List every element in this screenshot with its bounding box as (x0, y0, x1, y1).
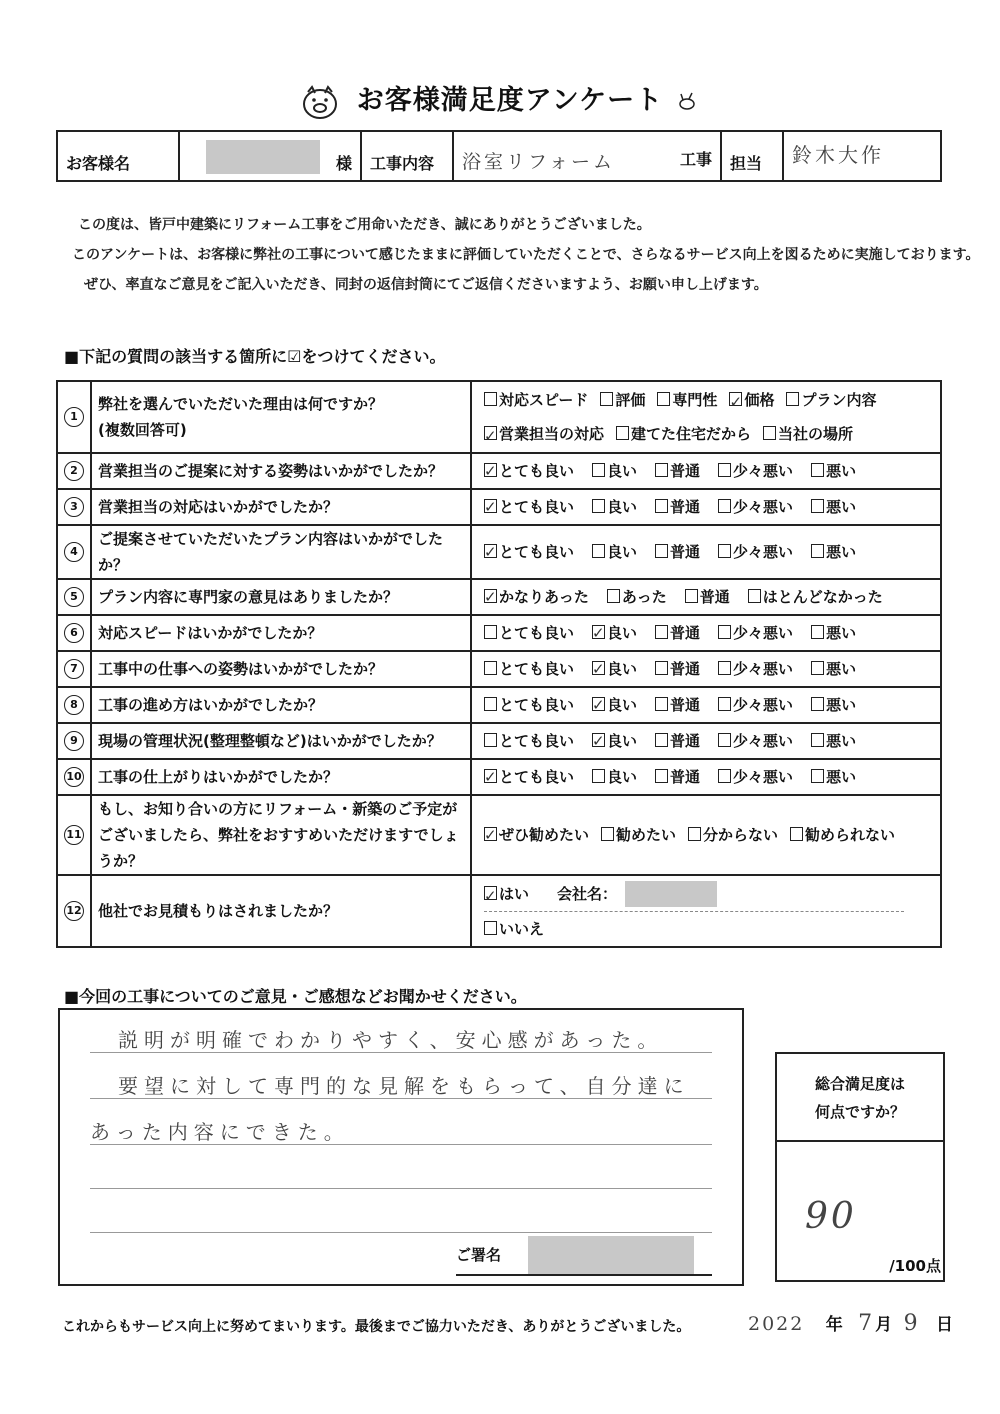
answer-label: 少々悪い (733, 660, 794, 678)
answer-option[interactable] (484, 537, 574, 567)
checkbox[interactable] (718, 769, 731, 783)
score-suffix: /100点 (889, 1257, 941, 1275)
date-month: 7 (858, 1311, 876, 1336)
score-value: 90 (805, 1196, 857, 1237)
answer-option[interactable] (655, 726, 700, 756)
answer-label: 普通 (670, 768, 701, 786)
answer-label: 少々悪い (733, 624, 794, 642)
checkbox[interactable] (811, 697, 824, 711)
answer-option[interactable] (592, 654, 637, 684)
answer-label: とても良い (499, 660, 575, 678)
question-text: 営業担当の対応はいかがでしたか？ (98, 498, 339, 516)
answer-label: とても良い (499, 768, 575, 786)
question-row (57, 687, 941, 723)
answer-option[interactable] (655, 456, 700, 486)
question-number: 11 (64, 825, 84, 845)
answer-label: 専門性 (672, 391, 718, 409)
answer-label: 普通 (670, 624, 701, 642)
answer-label: 良い (607, 462, 638, 480)
staff-label: 担当 (721, 131, 783, 181)
answer-option[interactable] (484, 912, 544, 946)
answer-option[interactable] (484, 690, 574, 720)
answer-label: 評価 (615, 391, 646, 409)
question-number: 4 (64, 542, 84, 562)
answer-option[interactable] (811, 492, 856, 522)
checkbox[interactable] (718, 463, 731, 477)
answer-option[interactable] (484, 654, 574, 684)
comment-line-2: 要望に対して専門的な見解をもらって、自分達に (118, 1074, 690, 1098)
date (748, 1310, 953, 1336)
header-table (56, 130, 942, 182)
question-text: 営業担当のご提案に対する姿勢はいかがでしたか？ (98, 462, 444, 480)
answer-label: 良い (607, 768, 638, 786)
answer-option[interactable] (484, 820, 589, 850)
date-day-label: 日 (935, 1315, 953, 1335)
checkbox[interactable] (601, 827, 614, 841)
checkbox[interactable] (655, 733, 668, 747)
checkbox-checked[interactable] (484, 886, 497, 900)
checkbox-checked[interactable] (484, 827, 497, 841)
checkbox[interactable] (763, 426, 776, 440)
answer-option[interactable] (592, 618, 637, 648)
answer-option[interactable] (718, 762, 793, 792)
checkbox[interactable] (748, 589, 761, 603)
signature-redacted (528, 1236, 694, 1274)
answer-option[interactable] (601, 820, 676, 850)
checkbox[interactable] (811, 733, 824, 747)
answer-label: あった (621, 588, 667, 606)
question-row (57, 615, 941, 651)
answer-option[interactable] (592, 492, 637, 522)
intro-line-1: この度は、皆戸中建築にリフォーム工事をご用命いただき、誠にありがとうございました。 (78, 217, 651, 233)
answer-label: 普通 (670, 462, 701, 480)
checkbox[interactable] (811, 544, 824, 558)
company-label: 会社名： (557, 884, 618, 903)
answer-option[interactable] (718, 726, 793, 756)
answer-option[interactable] (484, 383, 588, 417)
question-row (57, 651, 941, 687)
section-instruction: ■下記の質問の該当する箇所に☑をつけてください。 (64, 347, 446, 366)
checkbox-checked[interactable] (484, 426, 497, 440)
checkbox-checked[interactable] (592, 661, 605, 675)
answer-label: 普通 (670, 498, 701, 516)
answer-option[interactable] (592, 456, 637, 486)
question-row (57, 795, 941, 875)
comment-box (58, 1008, 744, 1286)
answer-option[interactable] (484, 877, 529, 911)
date-month-label: 月 (875, 1315, 893, 1335)
checkbox[interactable] (718, 544, 731, 558)
checkbox[interactable] (811, 625, 824, 639)
answer-option[interactable] (484, 417, 604, 451)
answer-option[interactable] (657, 383, 717, 417)
customer-name-redacted (206, 140, 320, 174)
question-number: 9 (64, 731, 84, 751)
checkbox[interactable] (811, 499, 824, 513)
company-name-redacted (625, 881, 717, 907)
checkbox-checked[interactable] (484, 544, 497, 558)
checkbox[interactable] (484, 661, 497, 675)
checkbox[interactable] (811, 769, 824, 783)
answer-option[interactable] (655, 690, 700, 720)
answer-option[interactable] (484, 618, 574, 648)
answer-label: いいえ (499, 919, 545, 938)
checkbox[interactable] (655, 697, 668, 711)
question-number: 6 (64, 623, 84, 643)
answer-label: 少々悪い (733, 696, 794, 714)
answer-option[interactable] (748, 582, 883, 612)
checkbox[interactable] (718, 625, 731, 639)
title-text: お客様満足度アンケート (356, 85, 664, 116)
answer-label: プラン内容 (801, 391, 877, 409)
answer-option[interactable] (655, 492, 700, 522)
question-text: 工事の仕上がりはいかがでしたか？ (98, 768, 339, 786)
answer-label: 建てた住宅だから (631, 425, 752, 443)
checkbox[interactable] (592, 769, 605, 783)
honorific: 様 (335, 154, 352, 173)
answer-option[interactable] (484, 726, 574, 756)
checkbox[interactable] (484, 625, 497, 639)
checkbox[interactable] (655, 769, 668, 783)
answer-label: 少々悪い (733, 543, 794, 561)
answer-label: 良い (607, 732, 638, 750)
answer-option[interactable] (718, 492, 793, 522)
intro-line-3: ぜひ、率直なご意見をご記入いただき、同封の返信封筒にてご返信くださいますよう、お願い申し上げます。 (84, 277, 768, 293)
answer-label: とても良い (499, 624, 575, 642)
answer-label: 良い (607, 624, 638, 642)
checkbox[interactable] (484, 921, 497, 935)
answer-label: 悪い (826, 732, 857, 750)
answer-label: とても良い (499, 543, 575, 561)
answer-label: 少々悪い (733, 732, 794, 750)
checkbox[interactable] (718, 661, 731, 675)
answer-label: 営業担当の対応 (499, 425, 605, 443)
checkbox[interactable] (616, 426, 629, 440)
checkbox-checked[interactable] (592, 625, 605, 639)
answer-label: 対応スピード (499, 391, 589, 409)
question-text: 対応スピードはいかがでしたか？ (98, 624, 323, 642)
answer-label: 良い (607, 543, 638, 561)
answer-option[interactable] (600, 383, 645, 417)
question-number: 3 (64, 497, 84, 517)
answer-option[interactable] (811, 690, 856, 720)
checkbox[interactable] (655, 544, 668, 558)
answer-option[interactable] (718, 654, 793, 684)
answer-option[interactable] (655, 762, 700, 792)
checkbox[interactable] (655, 499, 668, 513)
score-box (775, 1052, 945, 1282)
answer-label: とても良い (499, 498, 575, 516)
checkbox[interactable] (484, 733, 497, 747)
answer-label: とても良い (499, 462, 575, 480)
intro-line-2: このアンケートは、お客様に弊社の工事について感じたままに評価していただくことで、さらなるサービス向上を図るために実施しております。 (72, 247, 980, 263)
question-number: 7 (64, 659, 84, 679)
answer-label: 悪い (826, 768, 857, 786)
answer-option[interactable] (616, 417, 751, 451)
question-text: 工事中の仕事への姿勢はいかがでしたか？ (98, 660, 384, 678)
answer-label: 分からない (703, 826, 779, 844)
score-question-2: 何点ですか？ (814, 1103, 905, 1121)
checkbox[interactable] (718, 499, 731, 513)
answer-label: 良い (607, 696, 638, 714)
answer-label: 普通 (670, 732, 701, 750)
checkbox[interactable] (786, 392, 799, 406)
checkbox-checked[interactable] (484, 463, 497, 477)
question-text: 工事の進め方はいかがでしたか？ (98, 696, 324, 714)
checkbox[interactable] (657, 392, 670, 406)
answer-label: 少々悪い (733, 498, 794, 516)
checkbox[interactable] (655, 625, 668, 639)
answer-option[interactable] (718, 690, 793, 720)
question-row (57, 489, 941, 525)
answer-label: 普通 (670, 696, 701, 714)
answer-label: 悪い (826, 498, 857, 516)
question-row (57, 525, 941, 579)
date-year: 2022 (748, 1313, 805, 1335)
answer-option[interactable] (592, 762, 637, 792)
answer-option[interactable] (811, 618, 856, 648)
work-label: 工事内容 (361, 131, 453, 181)
checkbox[interactable] (592, 463, 605, 477)
question-row (57, 381, 941, 453)
answer-label: 悪い (826, 696, 857, 714)
customer-label: お客様名 (57, 131, 179, 181)
answer-option[interactable] (811, 762, 856, 792)
answer-label: 悪い (826, 543, 857, 561)
question-number: 10 (64, 767, 84, 787)
answer-option[interactable] (811, 537, 856, 567)
question-text: プラン内容に専門家の意見はありましたか？ (98, 588, 399, 606)
answer-label: 普通 (699, 588, 730, 606)
answer-label: 悪い (826, 462, 857, 480)
answer-label: 普通 (670, 543, 701, 561)
answer-option[interactable] (729, 383, 774, 417)
checkbox-checked[interactable] (484, 769, 497, 783)
question-text: もし、お知り合いの方にリフォーム・新築のご予定がございましたら、弊社をおすすめいただけますでしょうか？ (98, 800, 459, 870)
checkbox-checked[interactable] (484, 589, 497, 603)
bee-icon (674, 91, 700, 113)
checkbox[interactable] (655, 463, 668, 477)
answer-option[interactable] (592, 726, 637, 756)
answer-label: 悪い (826, 660, 857, 678)
checkbox[interactable] (484, 392, 497, 406)
answer-option[interactable] (484, 582, 589, 612)
answer-option[interactable] (786, 383, 876, 417)
answer-label: 価格 (744, 391, 775, 409)
question-text: ご提案させていただいたプラン内容はいかがでしたか？ (98, 530, 444, 574)
checkbox-checked[interactable] (592, 733, 605, 747)
question-text: 弊社を選んでいただいた理由は何ですか？ (98, 395, 384, 413)
question-subtext: (複数回答可) (98, 421, 187, 439)
checkbox-checked[interactable] (729, 392, 742, 406)
answer-option[interactable] (811, 726, 856, 756)
answer-option[interactable] (607, 582, 667, 612)
answer-option[interactable] (718, 618, 793, 648)
question-number: 8 (64, 695, 84, 715)
answer-option[interactable] (688, 820, 778, 850)
checkbox-checked[interactable] (484, 499, 497, 513)
checkbox-checked[interactable] (592, 697, 605, 711)
answer-option[interactable] (592, 537, 637, 567)
answer-label: 悪い (826, 624, 857, 642)
checkbox[interactable] (718, 697, 731, 711)
answer-option[interactable] (655, 618, 700, 648)
comment-line-3: あった内容にできた。 (90, 1120, 350, 1144)
answer-label: 勧められない (805, 826, 896, 844)
footer-message: これからもサービス向上に努めてまいります。最後までご協力いただき、ありがとうございました。 (62, 1319, 691, 1335)
answer-label: 良い (607, 660, 638, 678)
checkbox[interactable] (607, 589, 620, 603)
checkbox[interactable] (688, 827, 701, 841)
comment-line-1: 説明が明確でわかりやすく、安心感があった。 (118, 1028, 664, 1052)
question-row (57, 759, 941, 795)
signature-label: ご署名 (456, 1246, 502, 1264)
question-number: 5 (64, 587, 84, 607)
answer-label: 少々悪い (733, 768, 794, 786)
checkbox[interactable] (655, 661, 668, 675)
answer-label: 勧めたい (616, 826, 677, 844)
answer-option[interactable] (655, 654, 700, 684)
answer-option[interactable] (592, 690, 637, 720)
answer-label: かなりあった (499, 588, 589, 606)
checkbox[interactable] (592, 544, 605, 558)
checkbox[interactable] (718, 733, 731, 747)
date-day: 9 (903, 1311, 921, 1336)
answer-label: はい (499, 884, 530, 903)
answer-label: 少々悪い (733, 462, 794, 480)
answer-option[interactable] (655, 537, 700, 567)
answer-option[interactable] (484, 456, 574, 486)
question-text: 現場の管理状況(整理整頓など)はいかがでしたか？ (98, 732, 442, 750)
answer-option[interactable] (790, 820, 895, 850)
question-row (57, 453, 941, 489)
checkbox[interactable] (685, 589, 698, 603)
answer-label: 普通 (670, 660, 701, 678)
work-value: 浴室リフォーム (462, 151, 616, 173)
page-title (0, 78, 1000, 120)
checkbox[interactable] (600, 392, 613, 406)
staff-value: 鈴木大作 (792, 142, 884, 167)
questions-table (56, 380, 942, 948)
score-question-1: 総合満足度は (814, 1075, 905, 1093)
answer-label: はとんどなかった (762, 588, 883, 606)
boar-mascot-icon (300, 84, 340, 120)
answer-label: とても良い (499, 696, 575, 714)
answer-option[interactable] (718, 537, 793, 567)
question-row (57, 723, 941, 759)
answer-option[interactable] (484, 492, 574, 522)
work-suffix: 工事 (679, 150, 712, 169)
answer-label: ぜひ勧めたい (499, 826, 590, 844)
question-row (57, 579, 941, 615)
question-text: 他社でお見積もりはされましたか？ (98, 902, 339, 920)
checkbox[interactable] (592, 499, 605, 513)
answer-label: 良い (607, 498, 638, 516)
question-row (57, 875, 941, 947)
answer-option[interactable] (718, 456, 793, 486)
answer-option[interactable] (763, 417, 853, 451)
answer-label: とても良い (499, 732, 575, 750)
checkbox[interactable] (811, 463, 824, 477)
checkbox[interactable] (484, 697, 497, 711)
question-number: 1 (64, 407, 84, 427)
answer-label: 当社の場所 (778, 425, 854, 443)
checkbox[interactable] (811, 661, 824, 675)
date-year-label: 年 (825, 1315, 843, 1335)
answer-option[interactable] (685, 582, 730, 612)
answer-option[interactable] (811, 654, 856, 684)
answer-option[interactable] (484, 762, 574, 792)
question-number: 2 (64, 461, 84, 481)
answer-option[interactable] (811, 456, 856, 486)
comment-section-title: ■今回の工事についてのご意見・ご感想などお聞かせください。 (64, 987, 527, 1006)
checkbox[interactable] (790, 827, 803, 841)
question-number: 12 (64, 901, 84, 921)
